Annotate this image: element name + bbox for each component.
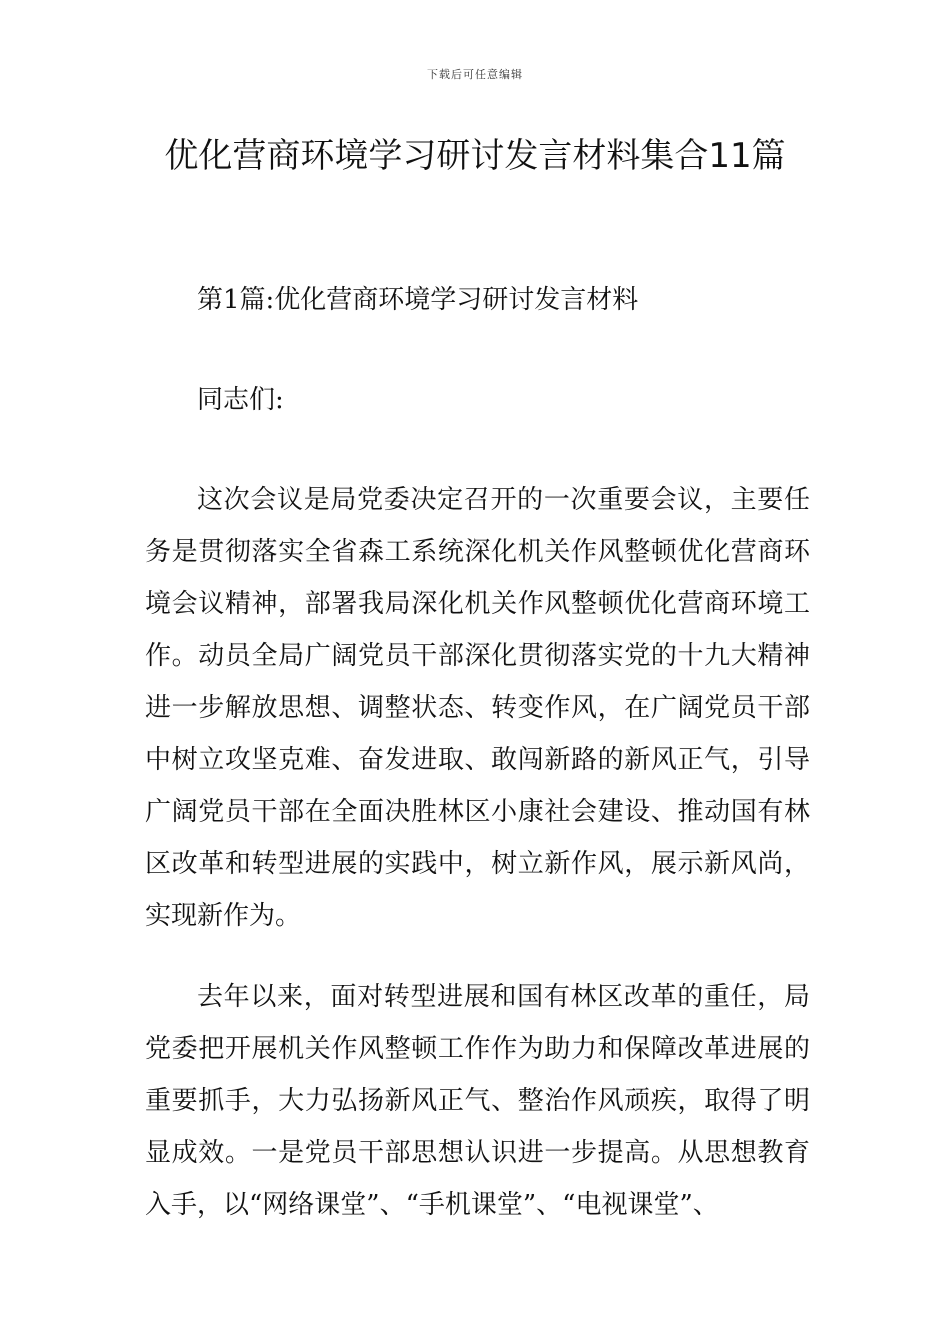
body-paragraph: 去年以来，面对转型进展和国有林区改革的重任，局党委把开展机关作风整顿工作作为助力和保障改革进展的重要抓手，大力弘扬新风正气、整治作风顽疾，取得了明显成效。一是党员干部思想认识进一步提高。从思想教育入手，以“网络课堂”、“手机课堂”、“电视课堂”、 <box>145 982 810 1220</box>
body-paragraph: 这次会议是局党委决定召开的一次重要会议，主要任务是贯彻落实全省森工系统深化机关作风整顿优化营商环境会议精神，部署我局深化机关作风整顿优化营商环境工作。动员全局广阔党员干部深化贯彻落实党的十九大精神进一步解放思想、调整状态、转变作风，在广阔党员干部中树立攻坚克难、奋发进取、敢闯新路的新风正气，引导广阔党员干部在全面决胜林区小康社会建设、推动国有林区改革和转型进展的实践中，树立新作风，展示新风尚，实现新作为。 <box>145 485 810 931</box>
section-heading: 第1篇:优化营商环境学习研讨发言材料 <box>197 285 639 315</box>
document-title: 优化营商环境学习研讨发言材料集合11篇 <box>164 136 786 176</box>
header-note: 下载后可任意编辑 <box>427 68 523 81</box>
greeting: 同志们: <box>197 385 284 415</box>
